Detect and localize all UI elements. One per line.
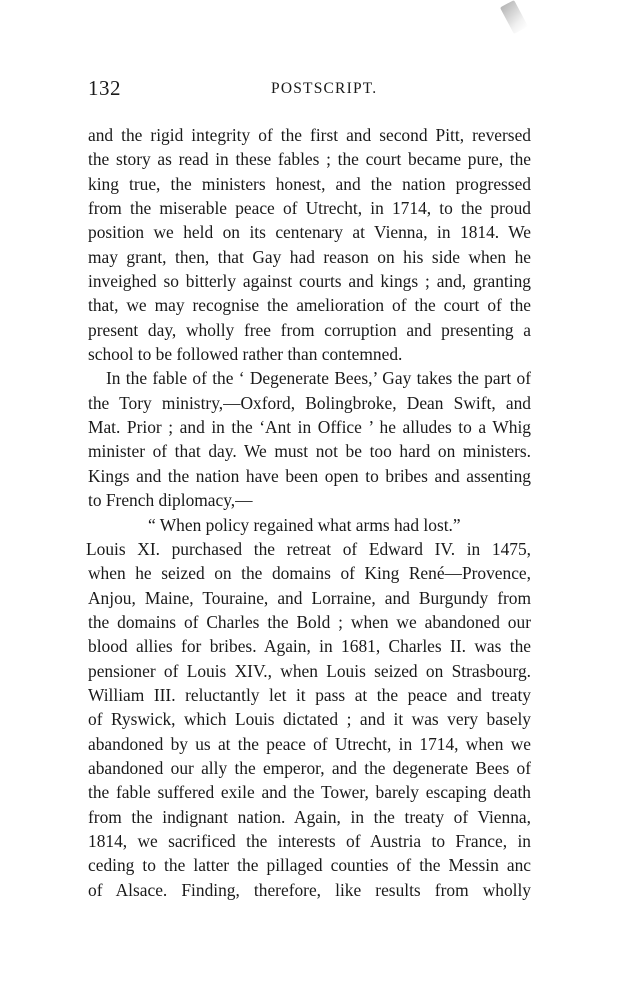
text-line: and the rigid integrity of the first and second Pitt, reversed xyxy=(88,125,531,145)
text-line: from the miserable peace of Utrecht, in 1714, to the proud xyxy=(88,198,531,219)
text-line: minister of that day. We must not be too hard on ministers. xyxy=(88,441,531,462)
text-line: the story as read in these fables ; the court became pure, the xyxy=(88,149,531,170)
text-line: that, we may recognise the amelioration of the court of the xyxy=(88,295,531,316)
text-line: William III. reluctantly let it pass at the peace and treaty xyxy=(88,684,531,705)
text-line: Kings and the nation have been open to bribes and assenting xyxy=(88,465,531,486)
text-line: to French diplomacy,— xyxy=(88,490,253,511)
text-line: from the indignant nation. Again, in the treaty of Vienna, xyxy=(88,806,531,827)
text-line: Anjou, Maine, Touraine, and Lorraine, and Burgundy from xyxy=(88,587,531,608)
text-line: the domains of Charles the Bold ; when we abandoned our xyxy=(88,611,531,632)
text-line: Mat. Prior ; and in the ‘Ant in Office ’ he alludes to a Whig xyxy=(88,417,531,438)
quotation-line: “ When policy regained what arms had lost.” xyxy=(148,514,461,535)
text-line: 1814, we sacrificed the interests of Austria to France, in xyxy=(88,830,531,851)
page-number: 132 xyxy=(88,76,121,100)
body-text xyxy=(88,123,531,902)
text-line: blood allies for bribes. Again, in 1681, Charles II. was the xyxy=(88,636,531,657)
text-line: the Tory ministry,—Oxford, Bolingbroke, Dean Swift, and xyxy=(88,392,531,413)
text-line: king true, the ministers honest, and the nation progressed xyxy=(88,173,531,194)
text-line: of Ryswick, which Louis dictated ; and it was very basely xyxy=(88,709,531,730)
text-line: abandoned our ally the emperor, and the degenerate Bees of xyxy=(88,757,531,778)
text-line: when he seized on the domains of King René—Provence, xyxy=(88,563,531,584)
text-line: inveighed so bitterly against courts and kings ; and, granting xyxy=(88,271,531,292)
page-corner-mark xyxy=(500,0,528,34)
text-line: school to be followed rather than contemned. xyxy=(88,344,403,365)
text-line: In the fable of the ‘ Degenerate Bees,’ Gay takes the part of xyxy=(106,368,531,389)
text-line: pensioner of Louis XIV., when Louis seized on Strasbourg. xyxy=(88,660,531,681)
text-line: the fable suffered exile and the Tower, barely escaping death xyxy=(88,782,531,803)
text-line: present day, wholly free from corruption and presenting a xyxy=(88,319,531,340)
text-line: ceding to the latter the pillaged counties of the Messin anc xyxy=(88,855,531,876)
text-line: position we held on its centenary at Vienna, in 1814. We xyxy=(88,222,531,243)
text-line: may grant, then, that Gay had reason on his side when he xyxy=(88,246,531,267)
page-header xyxy=(88,76,531,102)
running-head: POSTSCRIPT. xyxy=(271,80,378,97)
text-line: Louis XI. purchased the retreat of Edward IV. in 1475, xyxy=(86,538,531,559)
text-line: of Alsace. Finding, therefore, like results from wholly xyxy=(88,879,531,900)
text-line: abandoned by us at the peace of Utrecht, in 1714, when we xyxy=(88,733,531,754)
